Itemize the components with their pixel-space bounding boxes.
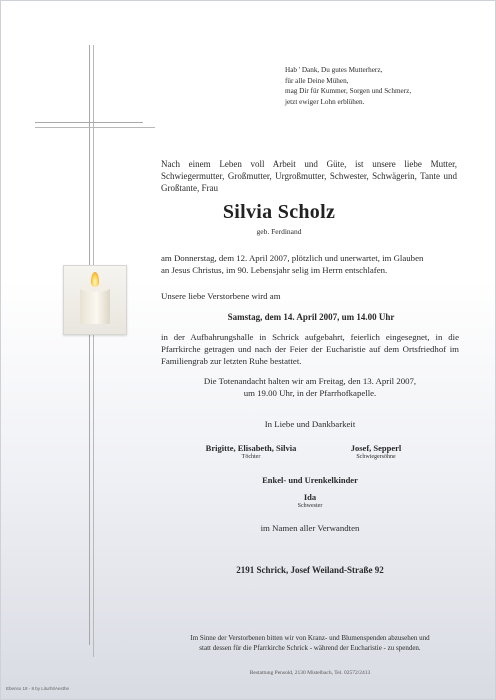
funeral-text: in der Aufbahrungshalle in Schrick aufgebahrt, feierlich eingesegnet, in die Pfarrkirche getragen und nach der Feier der Eucharistie auf dem Ortsfriedhof im Familiengrab zur letzten Ruhe bestattet.	[161, 332, 459, 366]
grandchildren: Enkel- und Urenkelkinder	[262, 475, 358, 485]
sons-in-law-names: Josef, Sepperl	[350, 443, 402, 453]
donation-request	[159, 634, 461, 653]
flame-icon	[91, 272, 99, 287]
family-address: 2191 Schrick, Josef Weiland-Straße 92	[236, 565, 384, 575]
funeral-home-info: Bestattung Pensold, 2130 Mistelbach, Tel. 02572/2413	[249, 670, 371, 676]
rosary-line: um 19.00 Uhr, in der Pfarrhofkapelle.	[243, 388, 377, 398]
poem-line: Hab ' Dank, Du gutes Mutterherz,	[285, 66, 383, 74]
sister-name: Ida	[303, 492, 317, 502]
daughters-names: Brigitte, Elisabeth, Silvia	[205, 443, 297, 453]
poem-line: mag Dir für Kummer, Sorgen und Schmerz,	[285, 87, 412, 96]
rosary-info	[161, 375, 459, 399]
cross-vertical-line	[89, 45, 90, 645]
donation-line: statt dessen für die Pfarrkirche Schrick - während der Eucharistie - zu spenden.	[199, 643, 421, 652]
rosary-line: Die Totenandacht halten wir am Freitag, den 13. April 2007,	[203, 376, 417, 386]
poem-line: jetzt ewiger Lohn erblühen.	[285, 97, 365, 106]
love-and-gratitude: In Liebe und Dankbarkeit	[264, 419, 356, 429]
daughters-role: Töchter	[241, 454, 261, 460]
deceased-name: Silvia Scholz	[222, 201, 336, 223]
funeral-date: Samstag, dem 14. April 2007, um 14.00 Uhr	[227, 312, 395, 322]
on-behalf-of-relatives: im Namen aller Verwandten	[260, 523, 360, 533]
cross-vertical-line-shadow	[93, 45, 94, 657]
death-line: an Jesus Christus, im 90. Lebensjahr selig im Herrn entschlafen.	[161, 265, 388, 275]
donation-line: Im Sinne der Verstorbenen bitten wir von Kranz- und Blumenspenden abzusehen und	[190, 634, 430, 642]
poem-line: für alle Deine Mühen,	[285, 76, 349, 85]
maiden-name: geb. Ferdinand	[256, 227, 302, 236]
death-announcement	[161, 252, 461, 276]
sons-in-law-role: Schwiegersöhne	[356, 454, 396, 460]
cross-horizontal-line-shadow	[35, 127, 155, 128]
candle-icon	[80, 288, 110, 324]
deceased-line: Unsere liebe Verstorbene wird am	[161, 291, 281, 301]
cross-horizontal-line	[35, 122, 143, 123]
sister-role: Schwester	[297, 503, 323, 509]
memorial-poem	[285, 65, 455, 107]
candle-image	[63, 265, 127, 335]
death-line: am Donnerstag, dem 12. April 2007, plötzlich und unerwartet, im Glauben	[161, 253, 424, 263]
intro-text: Nach einem Leben voll Arbeit und Güte, ist unsere liebe Mutter, Schwiegermutter, Großmutter, Urgroßmutter, Schwester, Schwägerin, Tante und Großtante, Frau	[161, 159, 457, 193]
template-reference: Ebenso 18 - 8 by Liturht/Aesthe	[6, 686, 70, 691]
